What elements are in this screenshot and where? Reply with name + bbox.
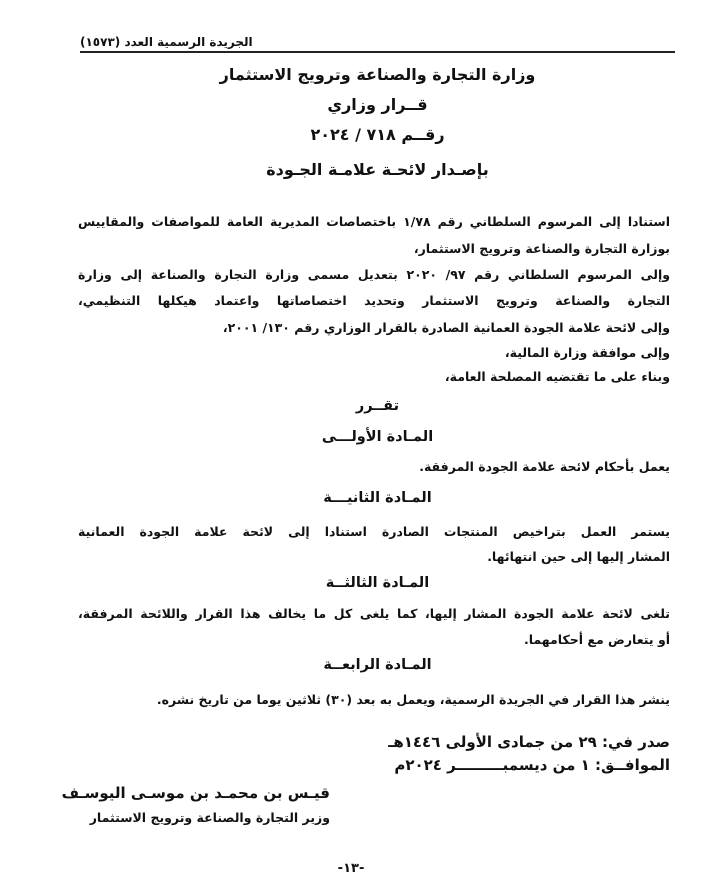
header-rule [80,51,675,53]
preamble-line: وبناء على ما تقتضيه المصلحة العامة، [444,369,670,384]
article-1-title: المـادة الأولـــى [321,429,434,445]
article-4-text: ينشر هذا القرار في الجريدة الرسمية، ويعمل به بعد (٣٠) ثلاثين يوما من تاريخ نشره. [156,692,670,707]
article-3-title: المـادة الثالثــة [325,575,430,591]
article-1-text: يعمل بأحكام لائحة علامة الجودة المرفقة. [419,459,670,474]
article-3-text: تلغى لائحة علامة الجودة المشار إليها، كما يلغى كل ما يخالف هذا القرار واللائحة المرفقة، [78,606,670,621]
page-number: -١٣- [337,861,365,876]
decides-heading: تقــرر [355,398,400,414]
decision-number: رقــم ٧١٨ / ٢٠٢٤ [310,125,445,144]
article-2-text: المشار إليها إلى حين انتهائها. [487,549,670,564]
preamble-line: بوزارة التجارة والصناعة وترويج الاستثمار، [413,241,670,256]
ministry-title: وزارة التجارة والصناعة وترويج الاستثمار [219,65,536,84]
article-2-title: المـادة الثانيـــة [323,490,432,506]
preamble-line: استنادا إلى المرسوم السلطاني رقم ١/٧٨ باختصاصات المديرية العامة للمواصفات والمقاييس [78,214,670,229]
decision-subject: بإصـدار لائحـة علامـة الجـودة [266,160,489,179]
preamble-line: التجارة والصناعة وترويج الاستثمار وتحديد اختصاصاتها واعتماد هيكلها التنظيمي، [78,293,670,308]
article-2-text: يستمر العمل بتراخيص المنتجات الصادرة استنادا إلى لائحة علامة الجودة العمانية [78,524,670,539]
article-3-text: أو يتعارض مع أحكامهما. [523,632,670,647]
signatory-position: وزير التجارة والصناعة وترويج الاستثمار [89,810,330,825]
decision-title: قــرار وزاري [327,95,428,114]
gazette-header: الجريدة الرسمية العدد (١٥٧٣) [80,35,253,49]
preamble-line: وإلى لائحة علامة الجودة العمانية الصادرة بالقرار الوزاري رقم ١٣٠/ ٢٠٠١، [222,320,670,335]
preamble-line: وإلى موافقة وزارة المالية، [504,345,670,360]
issued-hijri-date: صدر في: ٢٩ من جمادى الأولى ١٤٤٦هـ [388,733,670,751]
preamble-line: وإلى المرسوم السلطاني رقم ٩٧/ ٢٠٢٠ بتعديل مسمى وزارة التجارة والصناعة إلى وزارة [78,267,670,282]
signatory-name: قيـس بن محمـد بن موسـى اليوسـف [61,784,330,802]
issued-gregorian-date: الموافــق: ١ من ديسمبـــــــــر ٢٠٢٤م [394,756,670,774]
article-4-title: المـادة الرابعــة [323,657,432,673]
